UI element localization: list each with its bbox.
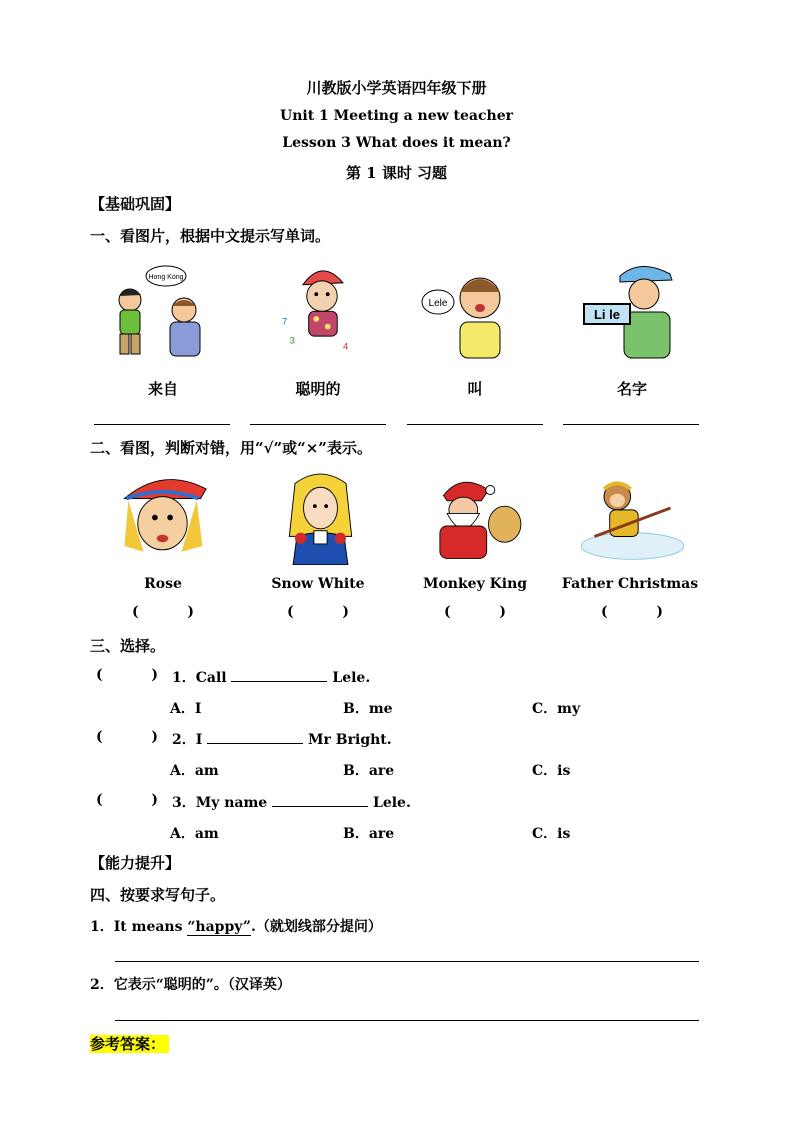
clever-boy-illustration bbox=[272, 258, 372, 358]
boy-from-hongkong-illustration bbox=[108, 262, 218, 362]
q3-option-b[interactable]: B．are bbox=[343, 826, 395, 842]
part4-instruction: 四、按要求写句子。 bbox=[90, 886, 226, 904]
part4-question-2: 2．它表示“聪明的”。（汉译英） bbox=[90, 977, 291, 993]
answer-line-4[interactable] bbox=[563, 424, 699, 425]
doc-title: 川教版小学英语四年级下册 bbox=[306, 79, 487, 97]
label-rose: Rose bbox=[144, 576, 182, 592]
question-1-text: 1．Call bbox=[172, 670, 227, 686]
label-come-from: 来自 bbox=[147, 380, 178, 398]
q2-option-a[interactable]: A．am bbox=[170, 763, 219, 779]
part4-answer-line-2[interactable] bbox=[115, 1020, 699, 1021]
judge-paren-3[interactable]: ( ) bbox=[444, 604, 506, 620]
label-snow-white: Snow White bbox=[271, 576, 365, 592]
q1-option-c[interactable]: C．my bbox=[532, 701, 581, 717]
part3-instruction: 三、选择。 bbox=[90, 637, 166, 655]
period-title: 第 1 课时 习题 bbox=[345, 164, 448, 182]
question-1 bbox=[172, 667, 370, 687]
q1-option-a[interactable]: A．I bbox=[170, 701, 202, 717]
part4-q1-suffix: .（就划线部分提问） bbox=[250, 919, 382, 935]
choice-paren-3[interactable]: ( ) bbox=[96, 792, 158, 808]
section-basic: 【基础巩固】 bbox=[90, 195, 181, 213]
question-3 bbox=[172, 792, 411, 812]
label-father-christmas: Father Christmas bbox=[561, 576, 699, 592]
bubble-hongkong: Hong Kong bbox=[148, 274, 184, 281]
question-2-text: 2．I bbox=[172, 732, 203, 748]
question-1-blank[interactable] bbox=[231, 681, 327, 682]
judge-paren-1[interactable]: ( ) bbox=[132, 604, 194, 620]
question-3-after: Lele. bbox=[372, 795, 411, 811]
svg-text:4: 4 bbox=[342, 341, 349, 353]
part2-instruction: 二、看图，判断对错，用“√”或“×”表示。 bbox=[90, 439, 372, 457]
q2-option-b[interactable]: B．are bbox=[343, 763, 395, 779]
father-christmas-illustration bbox=[425, 472, 525, 562]
question-2-after: Mr Bright. bbox=[308, 732, 392, 748]
q3-option-a[interactable]: A．am bbox=[170, 826, 219, 842]
svg-text:7: 7 bbox=[282, 316, 288, 328]
boy-called-lele-illustration bbox=[420, 262, 520, 362]
bubble-lele: Lele bbox=[428, 298, 448, 309]
q2-option-c[interactable]: C．is bbox=[532, 763, 571, 779]
name-card-boy-illustration bbox=[580, 260, 680, 360]
question-2 bbox=[172, 729, 392, 749]
monkey-king-illustration bbox=[575, 470, 690, 565]
q1-option-b[interactable]: B．me bbox=[343, 701, 393, 717]
answer-key-label bbox=[90, 1033, 169, 1054]
name-card-text: Li le bbox=[593, 307, 621, 322]
q3-option-c[interactable]: C．is bbox=[532, 826, 571, 842]
choice-paren-1[interactable]: ( ) bbox=[96, 667, 158, 683]
svg-text:3: 3 bbox=[289, 335, 295, 347]
section-advanced: 【能力提升】 bbox=[90, 854, 181, 872]
label-clever: 聪明的 bbox=[295, 380, 341, 398]
question-2-blank[interactable] bbox=[207, 743, 303, 744]
choice-paren-2[interactable]: ( ) bbox=[96, 729, 158, 745]
part4-q1-underlined: “happy” bbox=[187, 919, 251, 935]
rose-illustration bbox=[115, 470, 210, 565]
unit-title: Unit 1 Meeting a new teacher bbox=[280, 108, 513, 124]
judge-paren-2[interactable]: ( ) bbox=[287, 604, 349, 620]
lesson-title: Lesson 3 What does it mean? bbox=[282, 135, 511, 151]
part1-instruction: 一、看图片，根据中文提示写单词。 bbox=[90, 227, 331, 245]
label-name: 名字 bbox=[616, 380, 647, 398]
part4-answer-line-1[interactable] bbox=[115, 961, 699, 962]
answer-key-highlight: 参考答案： bbox=[90, 1035, 169, 1053]
question-3-text: 3．My name bbox=[172, 795, 268, 811]
question-1-after: Lele. bbox=[332, 670, 371, 686]
snow-white-illustration bbox=[278, 470, 363, 565]
question-3-blank[interactable] bbox=[272, 806, 368, 807]
answer-line-1[interactable] bbox=[94, 424, 230, 425]
part4-q1-prefix: 1．It means bbox=[90, 919, 188, 935]
answer-line-2[interactable] bbox=[250, 424, 386, 425]
part4-question-1 bbox=[90, 916, 382, 936]
answer-line-3[interactable] bbox=[407, 424, 543, 425]
judge-paren-4[interactable]: ( ) bbox=[601, 604, 663, 620]
label-call: 叫 bbox=[467, 380, 483, 398]
label-monkey-king: Monkey King bbox=[422, 576, 528, 592]
